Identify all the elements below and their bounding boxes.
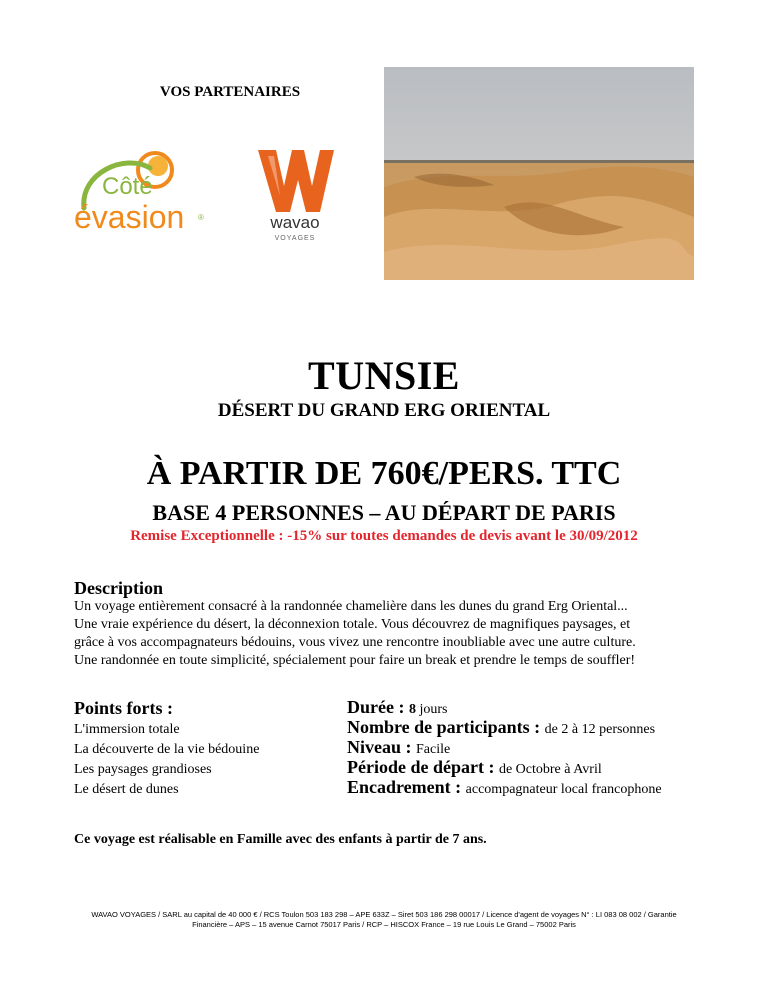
footer-line: Financière – APS – 15 avenue Carnot 75017 Paris / RCP – HISCOX France – 19 rue Louis Le Grand – 75002 Paris — [192, 920, 576, 929]
level-label: Niveau : — [347, 737, 416, 757]
participants-value: de 2 à 12 personnes — [544, 722, 656, 737]
logo-cote-mark: ® — [198, 213, 204, 222]
list-item: L'immersion totale — [74, 722, 180, 737]
legal-footer — [60, 910, 708, 930]
list-item: Les paysages grandioses — [74, 762, 212, 777]
description-line: Un voyage entièrement consacré à la randonnée chamelière dans les dunes du grand Erg Oriental... — [74, 599, 628, 614]
duration-number: 8 — [408, 702, 416, 717]
guide-row — [347, 777, 662, 797]
trip-facts — [347, 697, 662, 797]
logo-wavao-sub: VOYAGES — [274, 235, 316, 242]
description-text — [74, 598, 699, 670]
logo-cote-bottom: évasion — [74, 199, 185, 235]
period-label: Période de départ : — [347, 757, 499, 777]
description-title: Description — [74, 578, 163, 598]
base-heading: BASE 4 PERSONNES – AU DÉPART DE PARIS — [152, 500, 616, 525]
points-forts-list — [74, 720, 259, 800]
duration-row — [347, 697, 662, 717]
level-row — [347, 737, 662, 757]
price-heading: À PARTIR DE 760€/PERS. TTC — [146, 455, 622, 492]
points-forts-title: Points forts : — [74, 698, 173, 718]
description-line: Une randonnée en toute simplicité, spécialement pour faire un break et prendre le temps de souffler! — [74, 653, 636, 668]
desert-photo — [384, 67, 694, 280]
duration-unit: jours — [415, 702, 448, 717]
guide-value: accompagnateur local francophone — [465, 782, 662, 797]
list-item: La découverte de la vie bédouine — [74, 742, 260, 757]
period-value: de Octobre à Avril — [498, 762, 602, 777]
participants-row — [347, 717, 662, 737]
promo-text: Remise Exceptionnelle : -15% sur toutes demandes de devis avant le 30/09/2012 — [130, 528, 638, 544]
country-title: TUNSIE — [308, 353, 460, 398]
partners-title: VOS PARTENAIRES — [159, 84, 301, 100]
logo-cote-top: Côté — [102, 173, 153, 200]
period-row — [347, 757, 662, 777]
level-value: Facile — [416, 742, 451, 757]
wavao-logo — [250, 146, 340, 246]
region-subtitle: DÉSERT DU GRAND ERG ORIENTAL — [217, 400, 551, 421]
family-note: Ce voyage est réalisable en Famille avec des enfants à partir de 7 ans. — [74, 832, 487, 847]
description-line: Une vraie expérience du désert, la déconnexion totale. Vous découvrez de magnifiques paysages, et — [74, 617, 631, 632]
footer-line: WAVAO VOYAGES / SARL au capital de 40 000 € / RCS Toulon 503 183 298 – APE 633Z – Siret 503 186 298 00017 / Licence d'agent de voyages N° : LI 083 08 002 / Garantie — [91, 910, 677, 919]
list-item: Le désert de dunes — [74, 782, 179, 797]
duration-label: Durée : — [347, 697, 409, 717]
cote-evasion-logo — [70, 148, 210, 238]
participants-label: Nombre de participants : — [347, 717, 545, 737]
guide-label: Encadrement : — [347, 777, 466, 797]
description-line: grâce à vos accompagnateurs bédouins, vous vivez une rencontre inoubliable avec une autre culture. — [74, 635, 636, 650]
logo-wavao-name: wavao — [270, 213, 320, 232]
